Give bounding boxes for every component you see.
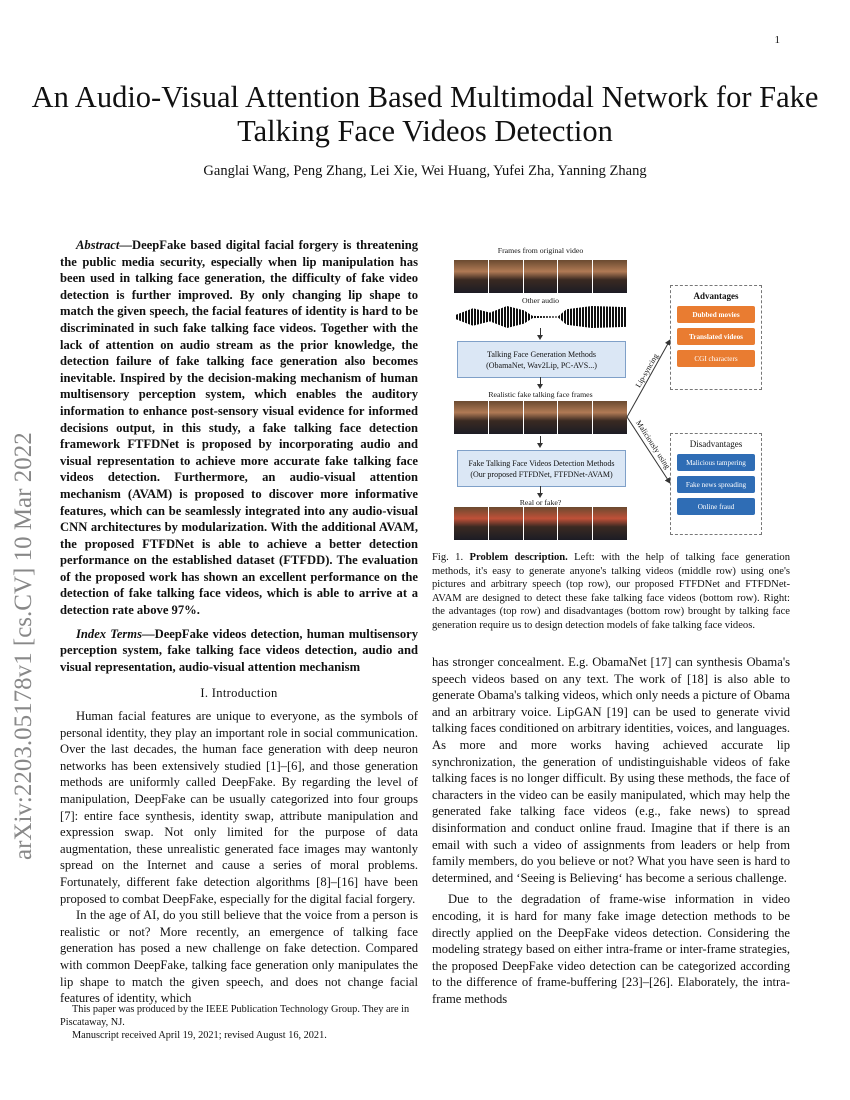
abstract bbox=[60, 237, 418, 619]
frames-label: Frames from original video bbox=[497, 246, 584, 255]
authors: Ganglai Wang, Peng Zhang, Lei Xie, Wei Huang, Yufei Zha, Yanning Zhang bbox=[203, 163, 647, 179]
page-number: 1 bbox=[774, 34, 780, 46]
figure-caption bbox=[432, 551, 790, 633]
paragraph: In the age of AI, do you still believe that the voice from a person is realistic or not? More recently, an emergence of talking face generation has posed a new challenge on fake detection. Compared with common DeepFake, talking face generation only manipulates the lip shape to match the given speech, and does not change facial features of identity, which bbox=[60, 908, 418, 1006]
advantages-title: Advantages bbox=[693, 291, 739, 301]
advantages-panel bbox=[670, 285, 762, 390]
disadvantages-title: Disadvantages bbox=[689, 439, 743, 449]
abstract-text: —DeepFake based digital facial forgery is threatening the public media security, especially when lip manipulation has been used in talking face generation, the difficulty of fake video detection is further improved. By only changing lip shape to match the given speech, the facial features of identity is hard to be discriminated in such fake talking face videos. Together with the lack of attention on audio stream as the prior knowledge, the detection failure of fake talking face generation also becomes inevitable. Inspired by the decision-making mechanism of human multisensory perception system, which enables the auditory information to enhance post-sensory visual evidence for informed decisions output, in this study, a fake talking face detection framework FTFDNet is proposed by incorporating audio and visual representation to achieve more accurate fake talking face videos detection. Furthermore, an audio-visual attention mechanism (AVAM) is proposed to discover more informative features, which can be seamlessly integrated into any audio-visual CNN architectures by modularization. With the additional AVAM, the proposed FTFDNet is able to achieve a better detection performance on the established dataset (FTFDD). The evaluation of the proposed work has shown an excellent performance on the detection of fake talking face videos, which is able to arrive at a detection rate above 97%. bbox=[60, 238, 418, 618]
footnotes bbox=[60, 1003, 418, 1042]
audio-label: Other audio bbox=[521, 296, 560, 305]
arxiv-identifier: arXiv:2203.05178v1 [cs.CV] 10 Mar 2022 bbox=[10, 432, 37, 860]
disadvantage-item: Malicious tampering bbox=[677, 454, 755, 471]
paragraph: has stronger concealment. E.g. ObamaNet [17] can synthesis Obama's speech videos based on any text. The work of [18] is also able to generate Obama's talking videos, which only needs a picture of Obama and an arbitrary voice. LipGAN [19] can be used to generate vivid talking faces conditioned on arbitrary identities, voices, and languages. As more and more works having achieved accurate lip synchronization, the generation of undistinguishable videos of fake talking faces is no longer difficult. By using these methods, the face of characters in the video can be easily manipulated, which may help the generated fake talking face videos (e.g., fake news) to spread disinformation and conduct online fraud. Imagine that if there is an email with such a video of assignments from leaders or help from family members, do you believe or not? What you have seen is hard to determined, and ‘Seeing is Believing‘ has become a serious challenge. bbox=[432, 655, 790, 885]
fake-frames-label: Realistic fake talking face frames bbox=[488, 390, 593, 399]
disadvantage-item: Online fraud bbox=[677, 498, 755, 515]
box-line: (ObamaNet, Wav2Lip, PC-AVS...) bbox=[486, 360, 597, 370]
footnote: Manuscript received April 19, 2021; revised August 16, 2021. bbox=[72, 1030, 327, 1041]
figure-1 bbox=[440, 240, 780, 545]
abstract-label: Abstract bbox=[76, 238, 120, 252]
left-column bbox=[60, 237, 418, 1007]
box-line: Talking Face Generation Methods bbox=[487, 349, 596, 359]
index-terms-text: —DeepFake videos detection, human multisensory perception system, fake talking face videos detection, audio and visual representation, audio-visual attention mechanism bbox=[60, 626, 419, 674]
footnote: This paper was produced by the IEEE Publication Technology Group. They are in Piscataway, NJ. bbox=[60, 1004, 410, 1028]
right-column bbox=[432, 654, 790, 1007]
caption-bold: Problem description. bbox=[469, 552, 568, 563]
advantage-item: CGI characters bbox=[677, 350, 755, 367]
index-terms-label: Index Terms bbox=[76, 626, 143, 641]
disadvantages-panel bbox=[670, 433, 762, 535]
index-terms bbox=[60, 626, 418, 676]
real-or-fake-label: Real or fake? bbox=[519, 498, 562, 507]
maliciously-using-label: Maliciously using bbox=[633, 418, 673, 471]
section-heading: I. Introduction bbox=[200, 686, 278, 701]
box-line: (Our proposed FTFDNet, FTFDNet-AVAM) bbox=[470, 469, 613, 479]
caption-text: Left: with the help of talking face generation methods, it's easy to generate anyone's talking videos (middle row) using one's pictures and arbitrary speech (top row), our proposed FTFDNet and FTFDNet-AVAM are designed to detect these fake talking face videos (bottom row). Right: the advantages (top row) and disadvantages (bottom row) brought by talking face generation require us to design detection models of fake talking face videos. bbox=[432, 552, 790, 631]
paper-title: An Audio-Visual Attention Based Multimodal Network for Fake Talking Face Videos Detection bbox=[31, 80, 819, 148]
lip-syncing-label: Lip-syncing bbox=[633, 351, 661, 390]
box-line: Fake Talking Face Videos Detection Methods bbox=[468, 458, 615, 468]
advantage-item: Translated videos bbox=[677, 328, 755, 345]
disadvantage-item: Fake news spreading bbox=[677, 476, 755, 493]
caption-label: Fig. 1. bbox=[432, 552, 464, 563]
advantage-item: Dubbed movies bbox=[677, 306, 755, 323]
paragraph: Due to the degradation of frame-wise information in video encoding, it is hard for many fake image detection methods to be directly applied on the DeepFake videos detection. Considering the modeling strategy based on either intra-frame or inter-frame strategies, the proposed DeepFake video detection can be categorized according to the difference of frame-buffering [23]–[26]. Elaborately, the intra-frame methods bbox=[432, 892, 790, 1006]
paragraph: Human facial features are unique to everyone, as the symbols of personal identity, they play an important role in social communication. Over the last decades, the human face generation with deep neuron networks has been extensively studied [1]–[6], and those generation methods are uniformly called DeepFake. By regarding the level of manipulation, DeepFake can be usually categorized into four groups [7]: entire face synthesis, identity swap, attribute manipulation and expression swap. Not only limited for the purpose of data augmentation, these unrealistic generated face images may wantonly spread on the Internet and cause a series of moral problems. Fortunately, different fake detection algorithms [8]–[16] have been proposed to combat DeepFake, especially for the digital facial forgery. bbox=[60, 709, 418, 906]
